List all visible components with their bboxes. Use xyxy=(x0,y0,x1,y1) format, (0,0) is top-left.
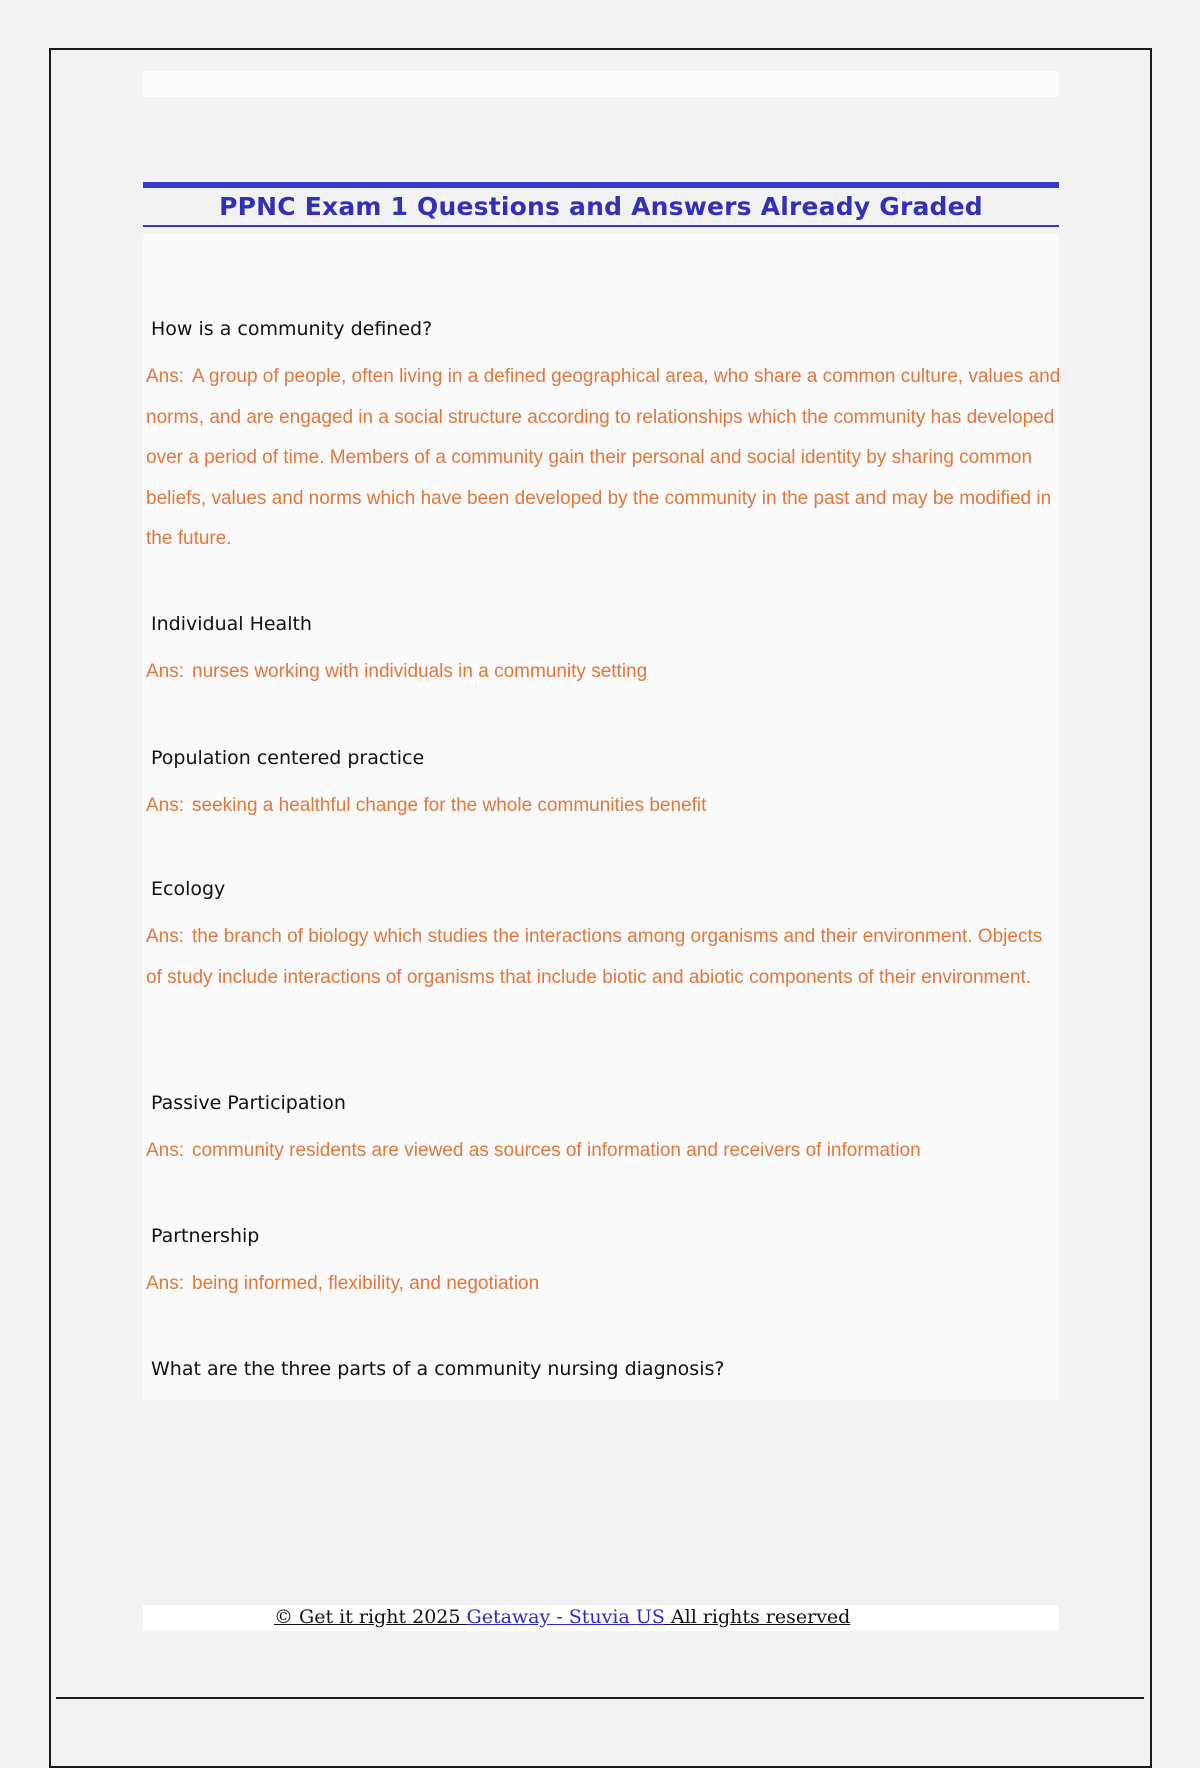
answer-label: Ans: xyxy=(146,366,185,387)
question-text: Passive Participation xyxy=(151,1092,346,1114)
answer-label: Ans: xyxy=(146,661,185,682)
question-text: What are the three parts of a community nursing diagnosis? xyxy=(151,1358,725,1380)
answer-text xyxy=(146,1264,1061,1305)
question-text: Ecology xyxy=(151,878,226,900)
qa-item xyxy=(143,317,1059,560)
title-bar xyxy=(143,182,1059,227)
footer-suffix: All rights reserved xyxy=(670,1606,851,1628)
answer-label: Ans: xyxy=(146,1273,185,1294)
answer-text xyxy=(146,917,1061,998)
document-title: PPNC Exam 1 Questions and Answers Already Graded xyxy=(219,192,983,221)
answer-body: the branch of biology which studies the interactions among organisms and their environment. Objects of study include interactions of organisms that include biotic and abiotic components of their environment. xyxy=(146,926,1043,988)
answer-body: nurses working with individuals in a community setting xyxy=(192,661,648,682)
answer-label: Ans: xyxy=(146,795,185,816)
footer-link[interactable]: Getaway - Stuvia US xyxy=(466,1606,665,1628)
question-text: Individual Health xyxy=(151,613,312,635)
footer-prefix: © Get it right 2025 xyxy=(274,1606,461,1628)
question-text: How is a community defined? xyxy=(151,318,433,340)
answer-text xyxy=(146,357,1061,560)
qa-item xyxy=(143,612,1059,693)
answer-label: Ans: xyxy=(146,926,185,947)
answer-body: community residents are viewed as sources of information and receivers of information xyxy=(192,1140,921,1161)
qa-item xyxy=(143,1357,1059,1381)
answer-text xyxy=(146,786,1061,827)
answer-body: being informed, flexibility, and negotiation xyxy=(192,1273,540,1294)
question-text: Partnership xyxy=(151,1225,260,1247)
qa-item xyxy=(143,877,1059,998)
answer-body: seeking a healthful change for the whole communities benefit xyxy=(192,795,707,816)
qa-item xyxy=(143,746,1059,827)
answer-body: A group of people, often living in a defined geographical area, who share a common culture, values and norms, and are engaged in a social structure according to relationships which the community has developed over a period of time. Members of a community gain their personal and social identity by sharing common beliefs, values and norms which have been developed by the community in the past and may be modified in the future. xyxy=(146,366,1061,549)
qa-item xyxy=(143,1224,1059,1305)
footer-copyright xyxy=(274,1604,850,1630)
answer-label: Ans: xyxy=(146,1140,185,1161)
question-text: Population centered practice xyxy=(151,747,425,769)
answer-text xyxy=(146,1131,1061,1172)
qa-item xyxy=(143,1091,1059,1172)
header-band xyxy=(143,71,1059,97)
answer-text xyxy=(146,652,1061,693)
content-panel xyxy=(143,234,1059,1400)
bottom-rule xyxy=(56,1697,1144,1699)
